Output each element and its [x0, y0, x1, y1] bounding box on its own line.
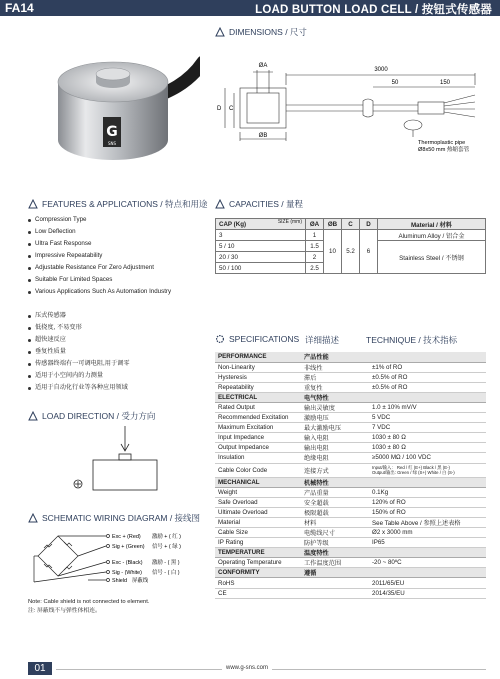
- wire-label-cn: 激励 + ( 红 ): [152, 534, 181, 540]
- note-cn: 注: 屏蔽线不与弹性体相连。: [28, 608, 101, 614]
- top-bar: [0, 0, 500, 16]
- table-row: Operating Temperature 工作温度范围 -20 ~ 80ºC: [215, 558, 486, 568]
- triangle-icon: [28, 513, 38, 523]
- note: [28, 598, 150, 616]
- pipe-label: Thermoplastic pipe: [418, 140, 466, 146]
- wire-label: Shield: [112, 578, 127, 584]
- page-title: LOAD BUTTON LOAD CELL / 按钮式传感器: [255, 4, 492, 16]
- footer-url: www.g-sns.com: [222, 665, 272, 671]
- table-row: Cable Size 电缆线尺寸 Ø2 x 3000 mm: [215, 528, 486, 538]
- spec-heading: SPECIFICATIONS: [215, 334, 299, 344]
- logo-mark: G: [106, 124, 118, 140]
- capacities-heading: CAPACITIES / 量程: [215, 198, 303, 210]
- wire-label: Sig + (Green): [112, 544, 145, 550]
- table-row: Recommended Excitation 激励电压 5 VDC: [215, 413, 486, 423]
- spec-table: [215, 352, 486, 599]
- spec-category-row: PERFORMANCE 产品性能: [215, 352, 486, 362]
- capacities-table: [215, 218, 486, 274]
- spec-category-row: CONFORMITY 遵循: [215, 568, 486, 578]
- spec-category-row: ELECTRICAL 电气特性: [215, 392, 486, 402]
- table-row: Non-Linearity 非线性 ±1% of RO: [215, 362, 486, 372]
- spec-heading-cn: 详细描述: [305, 335, 340, 345]
- triangle-icon: [28, 411, 38, 421]
- cap-header: D: [360, 219, 378, 230]
- dim-D: D: [217, 106, 222, 112]
- list-item: 超快速反应: [28, 334, 130, 346]
- wire-label-cn: 信号 + ( 绿 ): [152, 544, 181, 550]
- table-row: 50 / 100 2.5: [216, 263, 486, 274]
- wire-label-cn: 信号 - ( 白 ): [152, 570, 180, 576]
- spec-category-row: MECHANICAL 机械特性: [215, 477, 486, 487]
- spec-category-row: TEMPERATURE 温度特性: [215, 548, 486, 558]
- wiring-heading: SCHEMATIC WIRING DIAGRAM / 接线图: [28, 512, 200, 524]
- load-direction-diagram: [60, 424, 190, 499]
- wiring-diagram: [28, 526, 208, 588]
- wire-label: Exc - (Black): [112, 560, 143, 566]
- cap-header: Material / 材料: [378, 219, 486, 230]
- list-item: 传感器终端有一可调电阻,用于调零: [28, 358, 130, 370]
- table-row: CE 2014/35/EU: [215, 588, 486, 598]
- list-item: Impressive Repeatability: [28, 250, 171, 262]
- list-item: 适用于小空间内的力测量: [28, 370, 130, 382]
- table-row: Ultimate Overload 极限超载 150% of RO: [215, 507, 486, 517]
- gauge-icon: [215, 199, 225, 209]
- table-row: Weight 产品重量 0.1Kg: [215, 487, 486, 497]
- table-row: IP Rating 防护等级 IP65: [215, 538, 486, 548]
- list-item: 适用于自动化行业等各种应用领域: [28, 382, 130, 394]
- cap-header: CAP (Kg) SIZE (mm): [216, 219, 306, 230]
- gear-icon: [215, 334, 225, 344]
- list-item: Ultra Fast Response: [28, 238, 171, 250]
- list-item: 垂复性质量: [28, 346, 130, 358]
- list-icon: [28, 199, 38, 209]
- features-heading: FEATURES & APPLICATIONS / 特点和用途: [28, 198, 207, 210]
- table-row: Hysteresis 滞后 ±0.5% of RO: [215, 372, 486, 382]
- table-row: Material 材料 See Table Above / 参照上述表格: [215, 517, 486, 527]
- features-list-en: [28, 214, 171, 298]
- dim-phiB: ØB: [258, 133, 268, 139]
- dim-50: 50: [391, 80, 399, 86]
- list-item: Compression Type: [28, 214, 171, 226]
- table-row: Maximum Excitation 最大激励电压 7 VDC: [215, 423, 486, 433]
- table-row: 5 / 10 1.5 Stainless Steel / 不锈钢: [216, 241, 486, 252]
- model-code: FA14: [5, 1, 34, 15]
- list-item: Various Applications Such As Automation Industry: [28, 286, 171, 298]
- spec-heading-tech: TECHNIQUE / 技术指标: [366, 335, 458, 345]
- cap-header: ØB: [324, 219, 342, 230]
- logo-text: SNS: [107, 141, 117, 146]
- dim-C: C: [229, 106, 234, 112]
- wire-label-cn: 屏蔽线: [132, 578, 149, 584]
- dimension-drawing: [213, 55, 493, 165]
- table-row: Rated Output 输出灵敏度 1.0 ± 10% mV/V: [215, 402, 486, 412]
- wire-label-cn: 激励 - ( 黑 ): [152, 560, 180, 566]
- dimensions-heading: DIMENSIONS / 尺寸: [215, 26, 307, 38]
- dim-150: 150: [439, 80, 451, 86]
- wire-label: Sig - (White): [112, 570, 142, 576]
- list-item: Low Deflection: [28, 226, 171, 238]
- product-photo: [28, 22, 200, 177]
- table-row: Cable Color Code 连接方式 Input/输入： Red / 红 (E+) Black / 黑 (E-) Output/输出: Green / 绿 (S+) White / 白 (S-): [215, 463, 486, 477]
- list-item: 压式传感器: [28, 310, 130, 322]
- list-item: Adjustable Resistance For Zero Adjustment: [28, 262, 171, 274]
- table-row: RoHS 2011/65/EU: [215, 578, 486, 588]
- load-direction-heading: LOAD DIRECTION / 受力方向: [28, 410, 155, 422]
- table-row: Repeatability 重复性 ±0.5% of RO: [215, 382, 486, 392]
- cap-header: ØA: [306, 219, 324, 230]
- dim-phiA: ØA: [258, 63, 268, 69]
- table-row: Output Impedance 输出电阻 1030 ± 80 Ω: [215, 443, 486, 453]
- features-list-cn: [28, 310, 130, 394]
- list-item: Suitable For Limited Spaces: [28, 274, 171, 286]
- wire-label: Exc + (Red): [112, 534, 141, 540]
- table-row: Input Impedance 输入电阻 1030 ± 80 Ω: [215, 433, 486, 443]
- pipe-label-cn: Ø8x50 mm 热缩套管: [418, 147, 470, 153]
- note-en: Note: Cable shield is not connected to element.: [28, 599, 150, 605]
- triangle-ruler-icon: [215, 27, 225, 37]
- table-row: Insulation 绝缘电阻 ≥5000 MΩ / 100 VDC: [215, 453, 486, 463]
- table-row: Safe Overload 安全超载 120% of RO: [215, 497, 486, 507]
- list-item: 低挠度, 不易变形: [28, 322, 130, 334]
- cap-header: C: [342, 219, 360, 230]
- table-row: 20 / 30 2: [216, 252, 486, 263]
- dim-length: 3000: [374, 67, 388, 73]
- page-number: 01: [28, 662, 52, 675]
- table-row: 3 1 10 5.2 6 Aluminum Alloy / 铝合金: [216, 230, 486, 241]
